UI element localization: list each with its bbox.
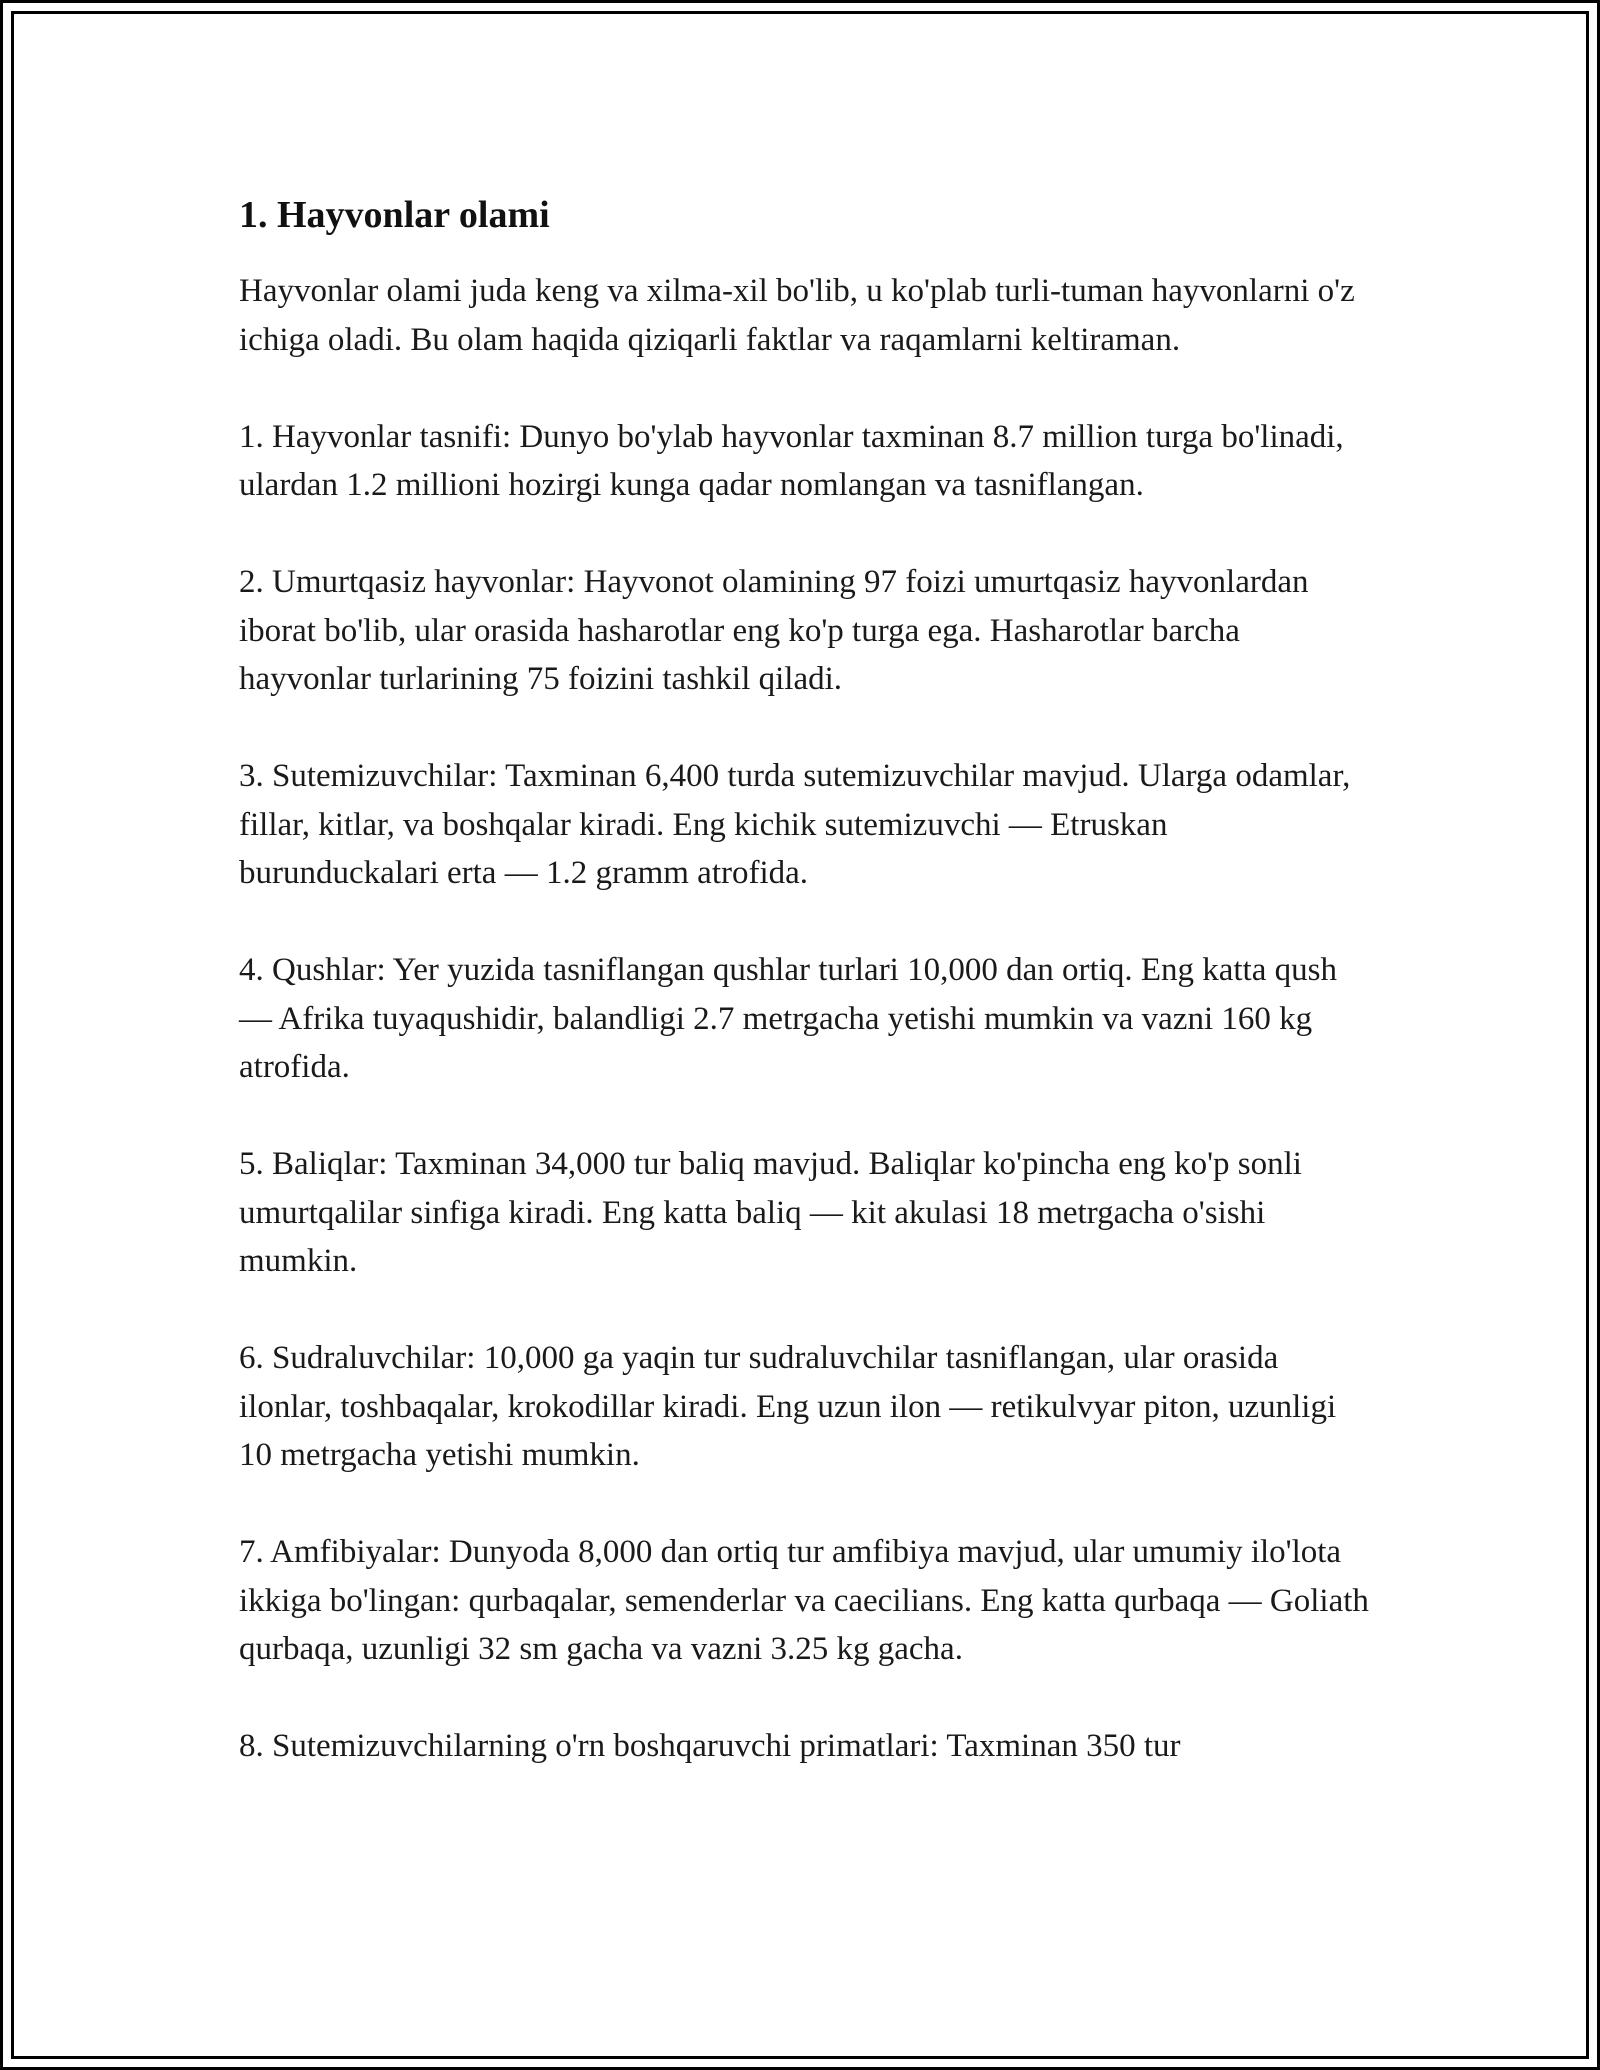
paragraph-birds: 4. Qushlar: Yer yuzida tasniflangan qushlar turlari 10,000 dan ortiq. Eng katta qush — Afrika tuyaqushidir, balandligi 2.7 metrgacha yetishi mumkin va vazni 160 kg atrofida.	[239, 952, 1337, 1085]
paragraph-mammals: 3. Sutemizuvchilar: Taxminan 6,400 turda sutemizuvchilar mavjud. Ularga odamlar, fillar, kitlar, va boshqalar kiradi. Eng kichik sutemizuvchi — Etruskan burunduckalari erta — 1.2 gramm atrofida.	[239, 758, 1351, 891]
paragraph-amphibians: 7. Amfibiyalar: Dunyoda 8,000 dan ortiq tur amfibiya mavjud, ular umumiy ilo'lota ikkiga bo'lingan: qurbaqalar, semenderlar va caecilians. Eng katta qurbaqa — Goliath qurbaqa, uzunligi 32 sm gacha va vazni 3.25 kg gacha.	[239, 1534, 1369, 1667]
paragraph-fish: 5. Baliqlar: Taxminan 34,000 tur baliq mavjud. Baliqlar ko'pincha eng ko'p sonli umurtqalilar sinfiga kiradi. Eng katta baliq — kit akulasi 18 metrgacha o'sishi mumkin.	[239, 1146, 1302, 1279]
paragraph-primates: 8. Sutemizuvchilarning o'rn boshqaruvchi primatlari: Taxminan 350 tur	[239, 1728, 1181, 1764]
paragraph-reptiles: 6. Sudraluvchilar: 10,000 ga yaqin tur sudraluvchilar tasniflangan, ular orasida ilonlar, toshbaqalar, krokodillar kiradi. Eng uzun ilon — retikulvyar piton, uzunligi 10 metrgacha yetishi mumkin.	[239, 1340, 1337, 1473]
document-body	[239, 191, 1369, 1771]
paragraph-invertebrates: 2. Umurtqasiz hayvonlar: Hayvonot olamining 97 foizi umurtqasiz hayvonlardan iborat bo'lib, ular orasida hasharotlar eng ko'p turga ega. Hasharotlar barcha hayvonlar turlarining 75 foizini tashkil qiladi.	[239, 564, 1309, 697]
intro-paragraph: Hayvonlar olami juda keng va xilma-xil bo'lib, u ko'plab turli-tuman hayvonlarni o'z ichiga oladi. Bu olam haqida qiziqarli faktlar va raqamlarni keltiraman.	[239, 273, 1355, 358]
section-heading: 1. Hayvonlar olami	[239, 194, 550, 236]
paragraph-classification: 1. Hayvonlar tasnifi: Dunyo bo'ylab hayvonlar taxminan 8.7 million turga bo'linadi, ulardan 1.2 millioni hozirgi kunga qadar nomlangan va tasniflangan.	[239, 418, 1344, 503]
